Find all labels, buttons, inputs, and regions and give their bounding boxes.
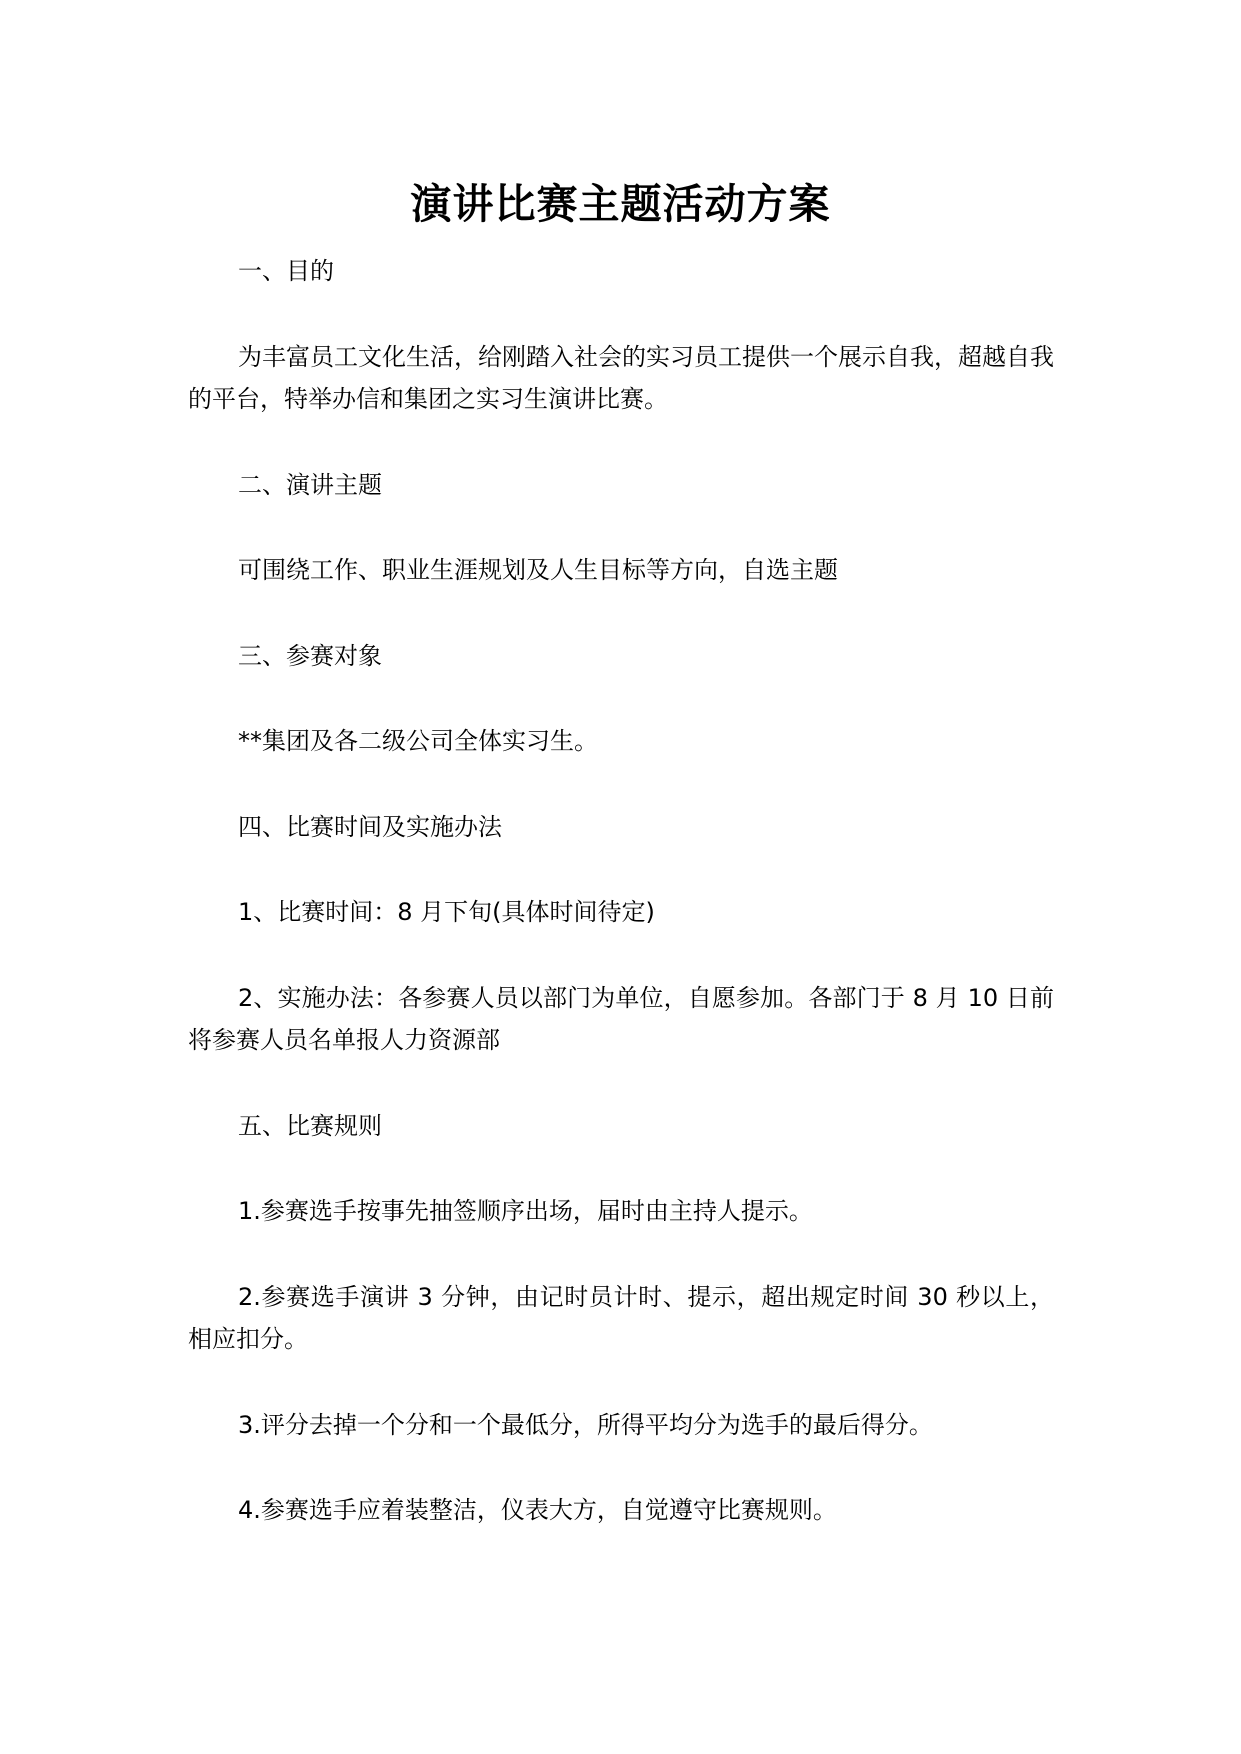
section-heading-rules: 五、比赛规则: [238, 1111, 382, 1140]
rule-item: 4.参赛选手应着装整洁，仪表大方，自觉遵守比赛规则。: [238, 1496, 837, 1524]
rule-item: 3.评分去掉一个分和一个最低分，所得平均分为选手的最后得分。: [238, 1410, 933, 1439]
rule-item: 1.参赛选手按事先抽签顺序出场，届时由主持人提示。: [238, 1197, 813, 1225]
section-heading-theme: 二、演讲主题: [238, 470, 382, 499]
paragraph-purpose: 为丰富员工文化生活，给刚踏入社会的实习员工提供一个展示自我，超越自我的平台，特举办信和集团之实习生演讲比赛。: [188, 342, 1054, 413]
paragraph-schedule-method: 2、实施办法：各参赛人员以部门为单位，自愿参加。各部门于 8 月 10 日前将参赛人员名单报人力资源部: [188, 983, 1054, 1054]
document-title: 演讲比赛主题活动方案: [410, 180, 831, 228]
document-body: [188, 250, 1054, 1575]
paragraph-theme: 可围绕工作、职业生涯规划及人生目标等方向，自选主题: [238, 556, 838, 584]
rule-item: 2.参赛选手演讲 3 分钟，由记时员计时、提示，超出规定时间 30 秒以上，相应扣分。: [188, 1282, 1054, 1353]
section-heading-schedule: 四、比赛时间及实施办法: [238, 812, 502, 841]
paragraph-participants: **集团及各二级公司全体实习生。: [238, 727, 598, 755]
section-heading-participants: 三、参赛对象: [238, 641, 382, 670]
section-heading-purpose: 一、目的: [238, 257, 334, 285]
paragraph-schedule-time: 1、比赛时间：8 月下旬(具体时间待定): [238, 898, 655, 926]
